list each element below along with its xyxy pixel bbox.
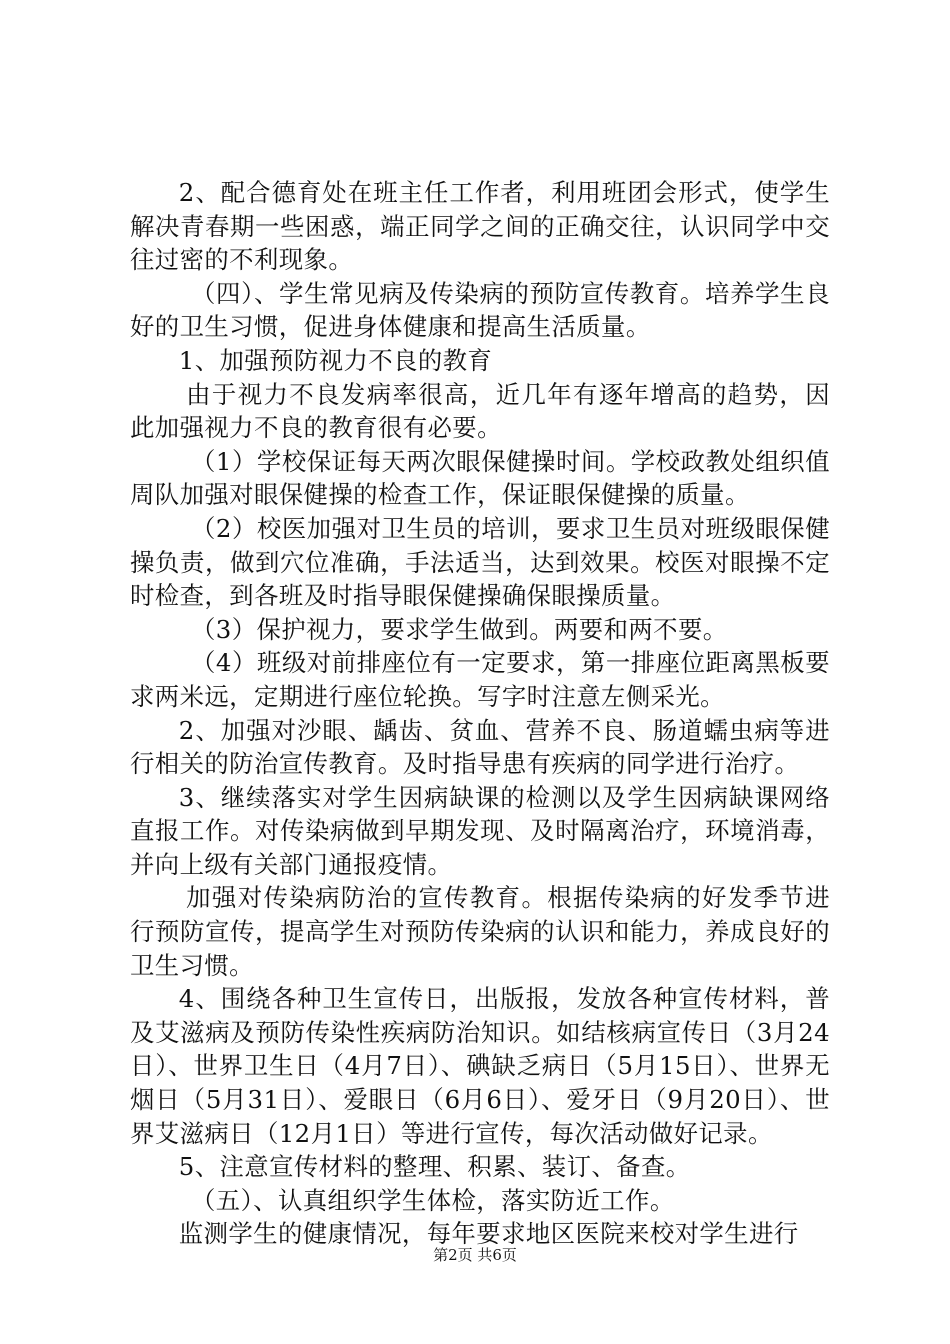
paragraph: 3、继续落实对学生因病缺课的检测以及学生因病缺课网络直报工作。对传染病做到早期发现、及时隔离治疗，环境消毒，并向上级有关部门通报疫情。 bbox=[130, 782, 830, 879]
page-number-label: 第2页 共6页 bbox=[433, 1246, 517, 1264]
paragraph: （4）班级对前排座位有一定要求，第一排座位距离黑板要求两米远，定期进行座位轮换。写字时注意左侧采光。 bbox=[130, 648, 830, 711]
paragraph: 监测学生的健康情况，每年要求地区医院来校对学生进行 bbox=[178, 1219, 799, 1249]
paragraph: （1）学校保证每天两次眼保健操时间。学校政教处组织值周队加强对眼保健操的检查工作，保证眼保健操的质量。 bbox=[130, 446, 830, 510]
paragraph: （2）校医加强对卫生员的培训，要求卫生员对班级眼保健操负责，做到穴位准确，手法适当，达到效果。校医对眼操不定时检查，到各班及时指导眼保健操确保眼操质量。 bbox=[130, 513, 830, 611]
paragraph: 5、注意宣传材料的整理、积累、装订、备查。 bbox=[178, 1152, 691, 1182]
paragraph: 2、加强对沙眼、龋齿、贫血、营养不良、肠道蠕虫病等进行相关的防治宣传教育。及时指导患有疾病的同学进行治疗。 bbox=[130, 715, 830, 779]
page-footer bbox=[0, 1245, 950, 1265]
paragraph: 2、配合德育处在班主任工作者，利用班团会形式，使学生解决青春期一些困惑，端正同学之间的正确交往，认识同学中交往过密的不利现象。 bbox=[130, 178, 830, 275]
paragraph: （五）、认真组织学生体检，落实防近工作。 bbox=[191, 1185, 675, 1215]
document-body bbox=[130, 176, 830, 1251]
paragraph: 加强对传染病防治的宣传教育。根据传染病的好发季节进行预防宣传，提高学生对预防传染病的认识和能力，养成良好的卫生习惯。 bbox=[130, 883, 830, 980]
paragraph: 1、加强预防视力不良的教育 bbox=[178, 345, 493, 375]
paragraph: 由于视力不良发病率很高，近几年有逐年增高的趋势，因此加强视力不良的教育很有必要。 bbox=[130, 379, 830, 443]
paragraph: （3）保护视力，要求学生做到。两要和两不要。 bbox=[191, 614, 728, 644]
paragraph: 4、围绕各种卫生宣传日，出版报，发放各种宣传材料，普及艾滋病及预防传染性疾病防治知识。如结核病宣传日（3月24日）、世界卫生日（4月7日）、碘缺乏病日（5月15日）、世界无烟日（5月31日）、爱眼日（6月6日）、爱牙日（9月20日）、世界艾滋病日（12月1日）等进行宣传，每次活动做好记录。 bbox=[130, 984, 830, 1148]
paragraph: （四）、学生常见病及传染病的预防宣传教育。培养学生良好的卫生习惯，促进身体健康和提高生活质量。 bbox=[130, 278, 830, 342]
